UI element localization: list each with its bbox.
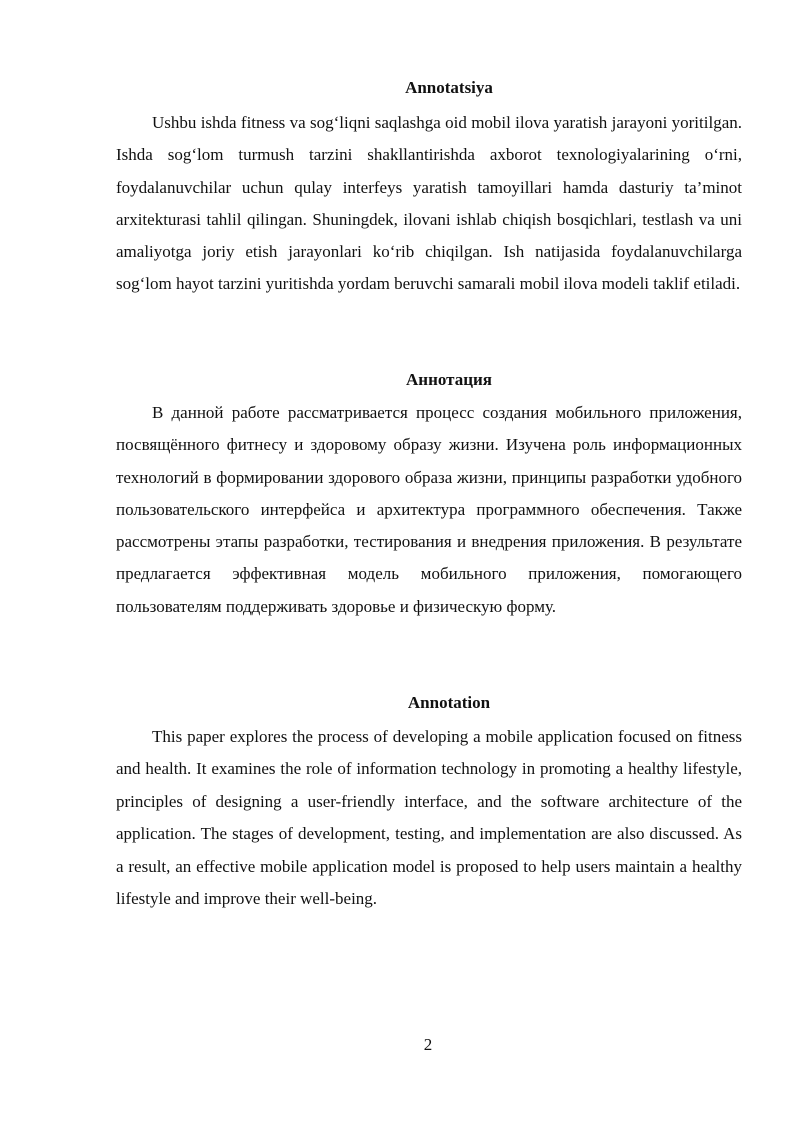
section-heading-english: Annotation	[407, 693, 491, 712]
section-body-uzbek: Ushbu ishda fitness va sog‘liqni saqlashga oid mobil ilova yaratish jarayoni yoritilgan. Ishda sog‘lom turmush tarzini shakllantirishda axborot texnologiyalarining o‘rni, foydalanuvchilar uchun qulay interfeys yaratish tamoyillari hamda dasturiy ta’minot arxitekturasi tahlil qilingan. Shuningdek, ilovani ishlab chiqish bosqichlari, testlash va uni amaliyotga joriy etish jarayonlari ko‘rib chiqilgan. Ish natijasida foydalanuvchilarga sog‘lom hayot tarzini yuritishda yordam beruvchi samarali mobil ilova modeli taklif etiladi.	[116, 113, 742, 294]
annotation-section-english	[116, 691, 742, 915]
section-body-russian: В данной работе рассматривается процесс создания мобильного приложения, посвящённого фитнесу и здоровому образу жизни. Изучена роль информационных технологий в формировании здорового образа жизни, принципы разработки удобного пользовательского интерфейса и архитектура программного обеспечения. Также рассмотрены этапы разработки, тестирования и внедрения приложения. В результате предлагается эффективная модель мобильного приложения, помогающего пользователям поддерживать здоровье и физическую форму.	[116, 403, 742, 616]
annotation-section-uzbek	[116, 76, 742, 301]
section-body-english: This paper explores the process of developing a mobile application focused on fitness and health. It examines the role of information technology in promoting a healthy lifestyle, principles of designing a user-friendly interface, and the software architecture of the application. The stages of development, testing, and implementation are also discussed. As a result, an effective mobile application model is proposed to help users maintain a healthy lifestyle and improve their well-being.	[116, 727, 742, 909]
section-heading-uzbek: Annotatsiya	[405, 78, 493, 97]
annotation-section-russian	[116, 368, 742, 623]
section-heading-russian: Аннотация	[406, 370, 492, 389]
page-number: 2	[423, 1035, 433, 1054]
